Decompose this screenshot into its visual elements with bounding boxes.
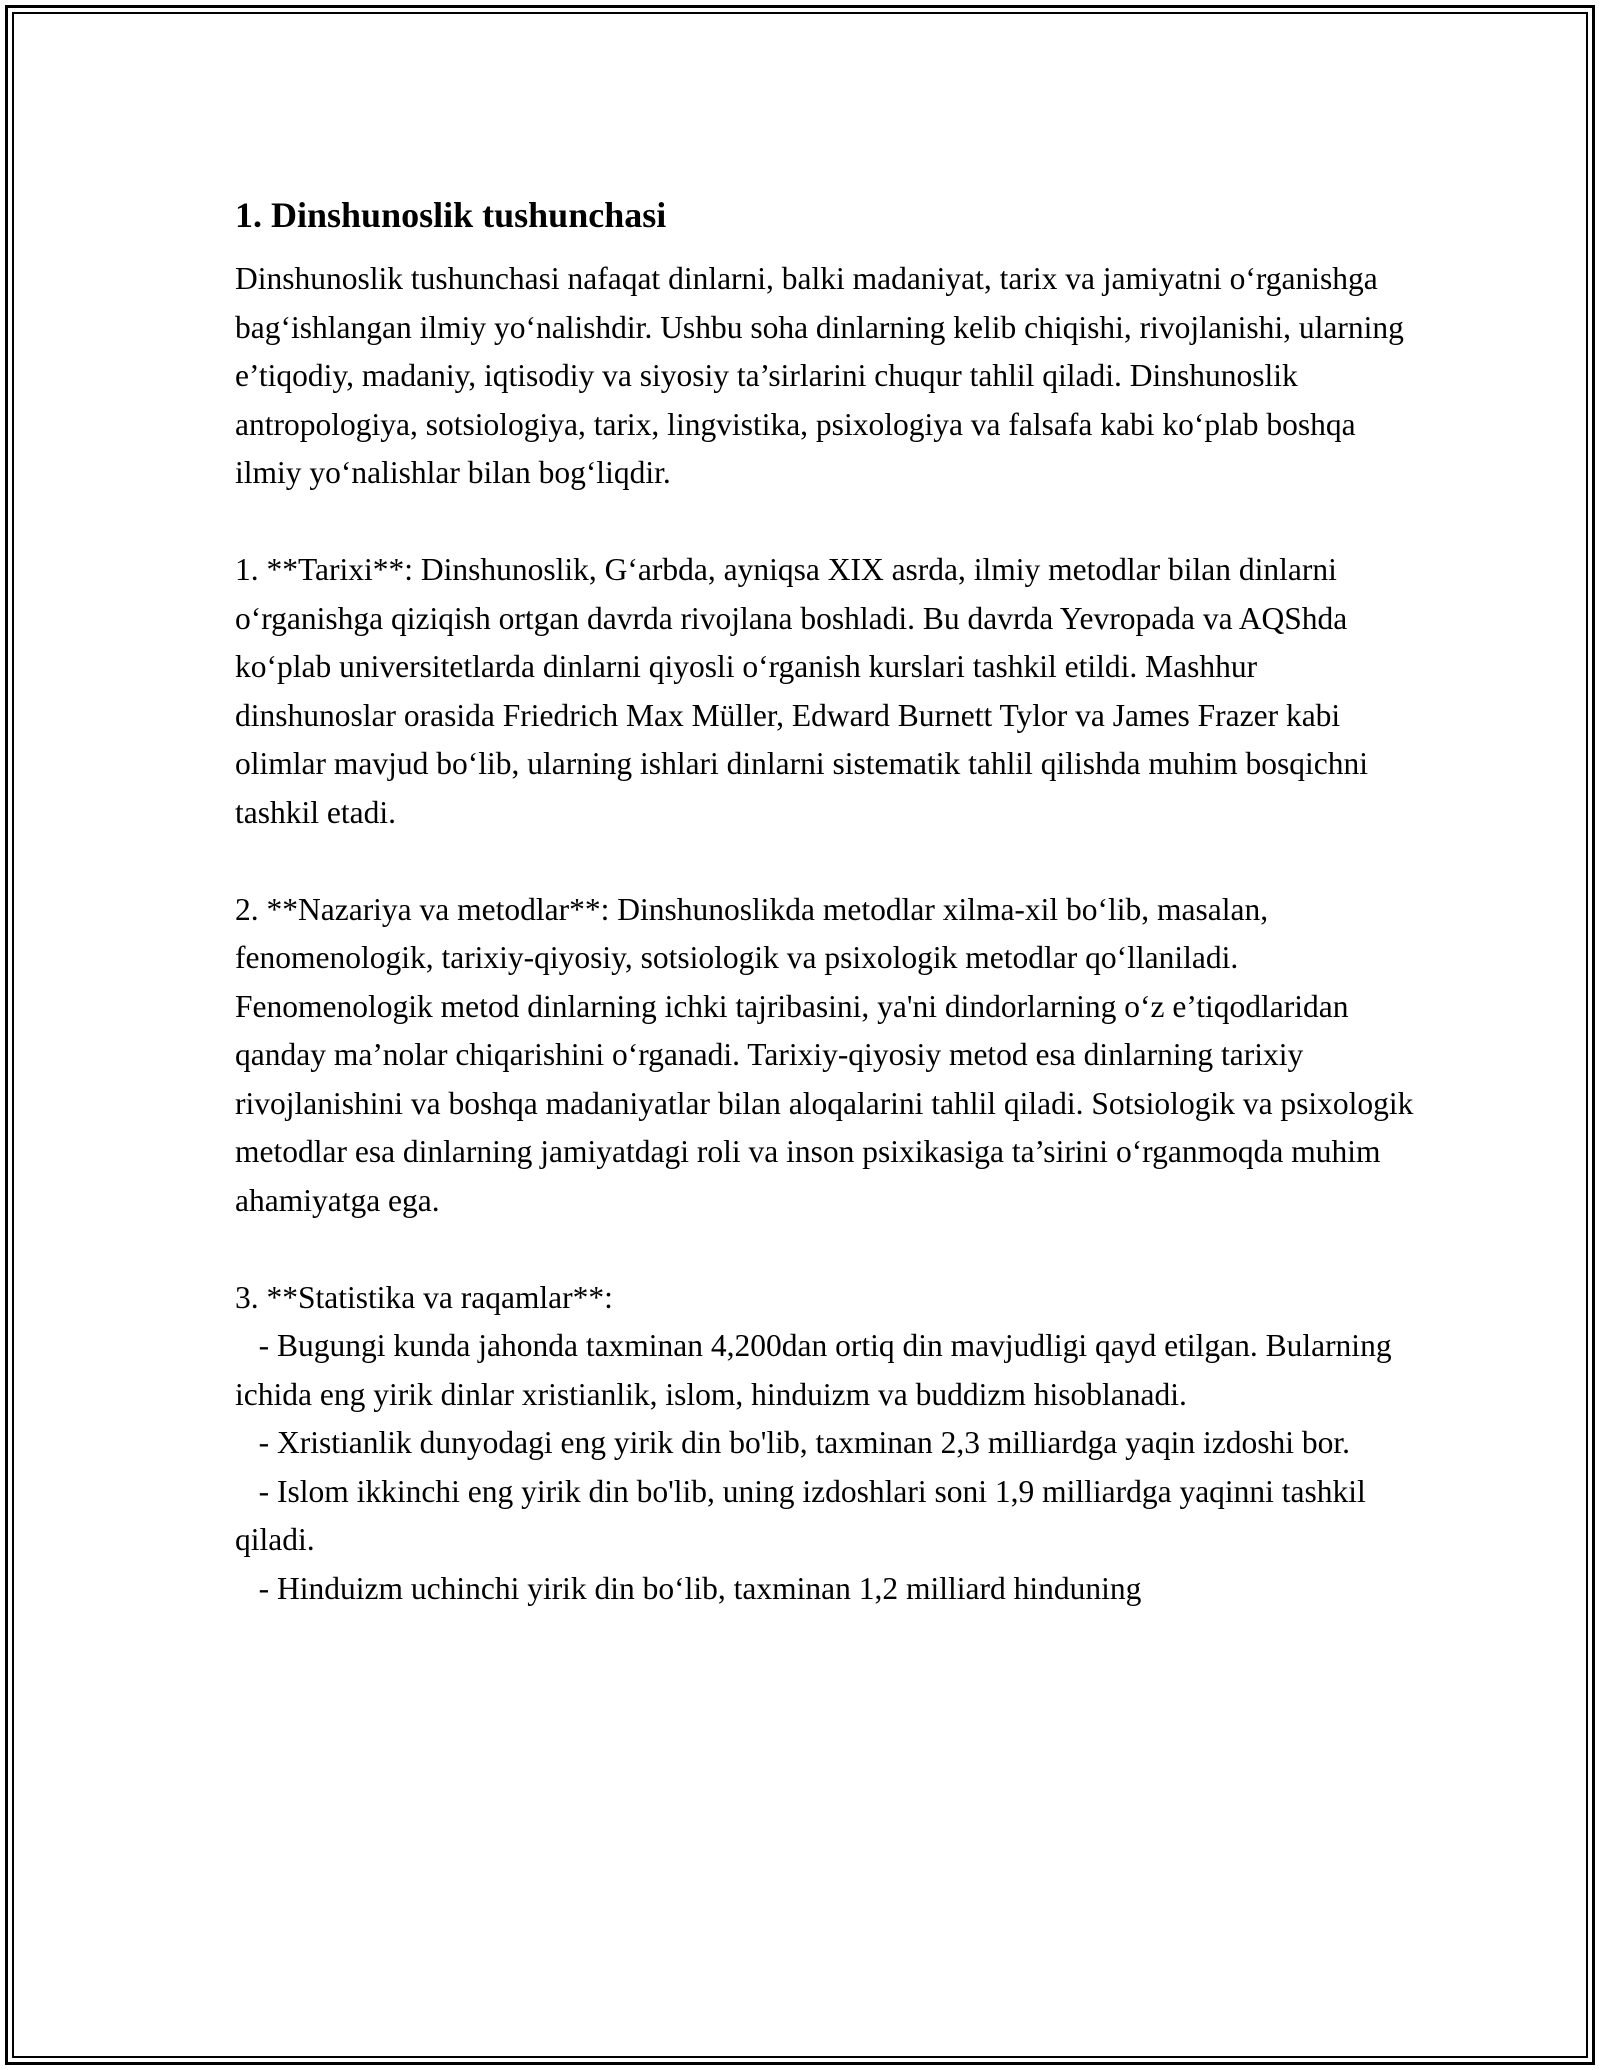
statistics-item — [235, 1322, 1415, 1419]
statistics-item-text: - Bugungi kunda jahonda taxminan 4,200dan ortiq din mavjudligi qayd etilgan. Bularning ichida eng yirik dinlar xristianlik, islom, hinduizm va buddizm hisoblanadi. — [235, 1328, 1392, 1412]
statistics-item — [235, 1468, 1415, 1565]
history-paragraph: 1. **Tarixi**: Dinshunoslik, G‘arbda, ayniqsa XIX asrda, ilmiy metodlar bilan dinlarni o‘rganishga qiziqish ortgan davrda rivojlana boshladi. Bu davrda Yevropada va AQShda ko‘plab universitetlarda dinlarni qiyosli o‘rganish kurslari tashkil etildi. Mashhur dinshunoslar orasida Friedrich Max Müller, Edward Burnett Tylor va James Frazer kabi olimlar mavjud bo‘lib, ularning ishlari dinlarni sistematik tahlil qilishda muhim bosqichni tashkil etadi. — [235, 552, 1368, 830]
paragraph-gap — [235, 498, 1415, 547]
intro-paragraph: Dinshunoslik tushunchasi nafaqat dinlarni, balki madaniyat, tarix va jamiyatni o‘rganishga bag‘ishlangan ilmiy yo‘nalishdir. Ushbu soha dinlarning kelib chiqishi, rivojlanishi, ularning e’tiqodiy, madaniy, iqtisodiy va siyosiy ta’sirlarini chuqur tahlil qiladi. Dinshunoslik antropologiya, sotsiologiya, tarix, lingvistika, psixologiya va falsafa kabi ko‘plab boshqa ilmiy yo‘nalishlar bilan bog‘liqdir. — [235, 261, 1404, 490]
statistics-item-text: - Hinduizm uchinchi yirik din bo‘lib, taxminan 1,2 milliard hinduning — [258, 1570, 1142, 1606]
methods-paragraph: 2. **Nazariya va metodlar**: Dinshunoslikda metodlar xilma-xil bo‘lib, masalan, fenomenologik, tarixiy-qiyosiy, sotsiologik va psixologik metodlar qo‘llaniladi. Fenomenologik metod dinlarning ichki tajribasini, ya'ni dindorlarning o‘z e’tiqodlaridan qanday ma’nolar chiqarishini o‘rganadi. Tarixiy-qiyosiy metod esa dinlarning tarixiy rivojlanishini va boshqa madaniyatlar bilan aloqalarini tahlil qiladi. Sotsiologik va psixologik metodlar esa dinlarning jamiyatdagi roli va inson psixikasiga ta’sirini o‘rganmoqda muhim ahamiyatga ega. — [235, 891, 1414, 1218]
document-body — [235, 185, 1415, 1613]
paragraph-gap — [235, 837, 1415, 886]
paragraph-gap — [235, 1225, 1415, 1274]
statistics-title: 3. **Statistika va raqamlar**: — [235, 1279, 613, 1315]
section-heading: 1. Dinshunoslik tushunchasi — [235, 195, 667, 235]
statistics-item — [235, 1419, 1415, 1468]
statistics-item — [235, 1565, 1415, 1614]
statistics-item-text: - Xristianlik dunyodagi eng yirik din bo'lib, taxminan 2,3 milliardga yaqin izdoshi bor. — [258, 1425, 1351, 1460]
statistics-item-text: - Islom ikkinchi eng yirik din bo'lib, uning izdoshlari soni 1,9 milliardga yaqinni tashkil qiladi. — [235, 1473, 1366, 1557]
